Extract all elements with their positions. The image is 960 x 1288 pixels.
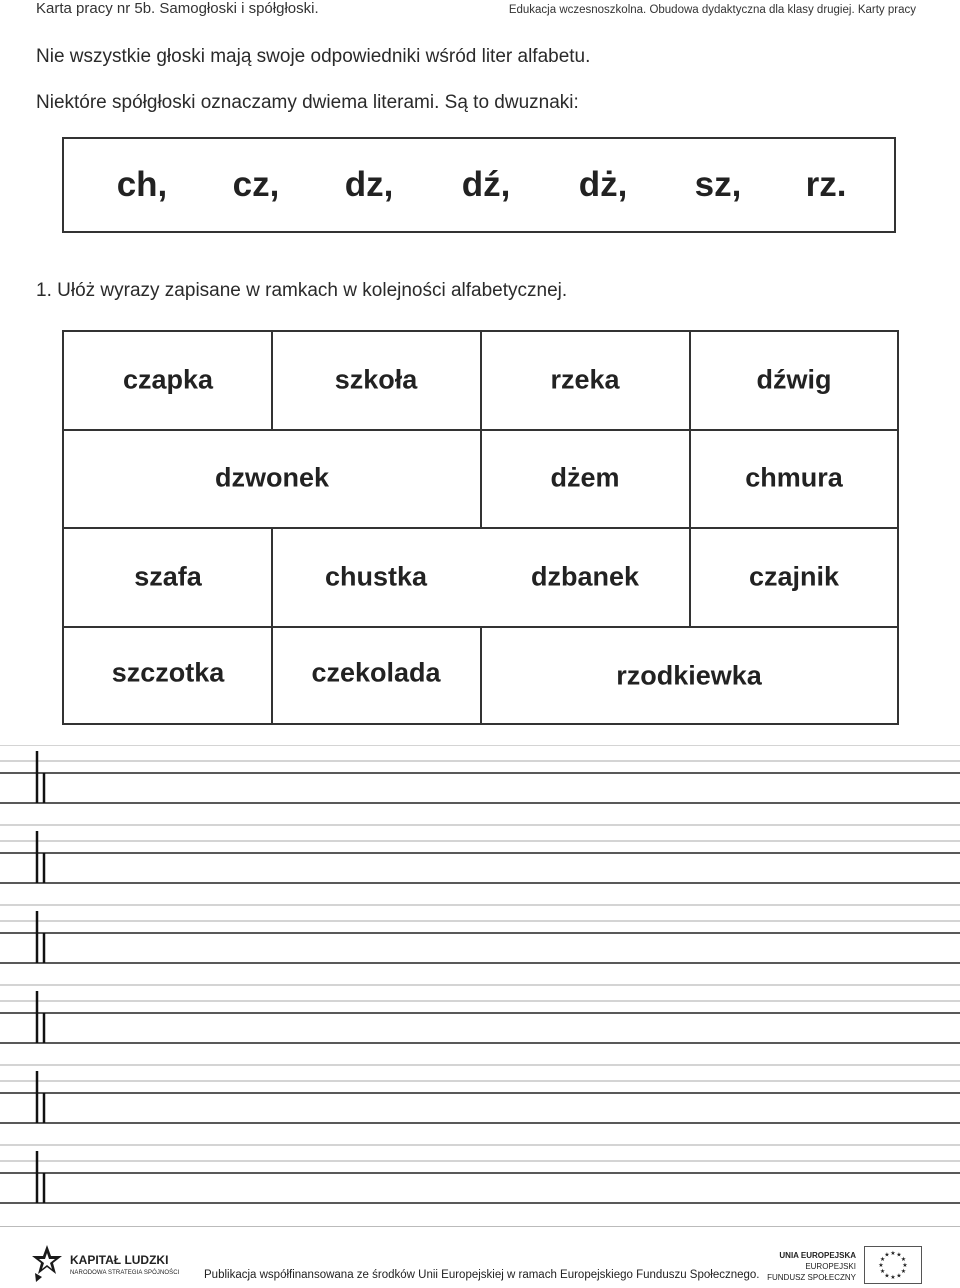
grid-col-divider — [271, 527, 273, 626]
svg-text:★: ★ — [900, 1268, 907, 1275]
kl-logo-title: KAPITAŁ LUDZKI — [70, 1253, 169, 1267]
grid-col-divider — [271, 332, 273, 429]
intro-line-1: Nie wszystkie głoski mają swoje odpowiedniki wśród liter alfabetu. — [36, 46, 591, 67]
series-title: Edukacja wczesnoszkolna. Obudowa dydaktyczna dla klasy drugiej. Karty pracy — [508, 4, 916, 16]
word-cell: dzbanek — [530, 561, 640, 592]
handwriting-lines — [0, 745, 960, 1215]
grid-row-divider — [64, 527, 897, 529]
task-instruction: 1. Ułóż wyrazy zapisane w ramkach w kolejności alfabetycznej. — [36, 280, 568, 301]
intro-line-2: Niektóre spółgłoski oznaczamy dwiema literami. Są to dwuznaki: — [36, 92, 579, 113]
svg-text:★: ★ — [879, 1268, 886, 1275]
word-cell: rzeka — [550, 364, 620, 395]
grid-col-divider — [480, 626, 482, 725]
word-cell: dzwonek — [214, 462, 330, 493]
svg-text:★: ★ — [900, 1256, 907, 1263]
word-cell: rzodkiewka — [616, 660, 762, 691]
worksheet-title: Karta pracy nr 5b. Samogłoski i spółgłoski. — [36, 0, 319, 17]
kl-logo-subtitle: NARODOWA STRATEGIA SPÓJNOŚCI — [70, 1270, 180, 1276]
digraph-dzi: dź, — [461, 165, 511, 204]
eu-label-line-1: UNIA EUROPEJSKA — [779, 1251, 856, 1260]
digraph-box — [62, 137, 896, 233]
digraph-dz: dz, — [344, 165, 394, 204]
grid-col-divider — [271, 626, 273, 725]
svg-text:★: ★ — [878, 1262, 884, 1269]
svg-text:★: ★ — [902, 1262, 908, 1269]
eu-stars-icon — [865, 1247, 921, 1283]
eu-fund-label — [767, 1250, 856, 1283]
footer-divider — [0, 1226, 960, 1227]
word-cell: szafa — [134, 561, 202, 592]
digraph-ch: ch, — [116, 165, 168, 204]
svg-text:★: ★ — [896, 1272, 902, 1280]
word-cell: chustka — [324, 561, 428, 592]
svg-text:★: ★ — [884, 1272, 890, 1280]
svg-text:★: ★ — [890, 1250, 896, 1257]
digraph-cz: cz, — [232, 165, 280, 204]
digraph-sz: sz, — [694, 165, 742, 204]
word-cell: szczotka — [111, 657, 225, 688]
word-cell: czekolada — [311, 657, 441, 688]
grid-col-divider — [689, 429, 691, 527]
word-cell: dźwig — [756, 364, 832, 395]
svg-text:★: ★ — [896, 1251, 902, 1259]
kapital-ludzki-logo-icon — [30, 1243, 64, 1283]
svg-text:★: ★ — [879, 1256, 886, 1263]
grid-col-divider — [689, 332, 691, 429]
eu-label-line-2: EUROPEJSKI — [805, 1262, 856, 1271]
word-cell: dżem — [550, 462, 620, 493]
grid-col-divider — [480, 332, 482, 429]
grid-col-divider — [480, 429, 482, 527]
digraph-dzh: dż, — [578, 165, 628, 204]
funding-note: Publikacja współfinansowana ze środków Unii Europejskiej w ramach Europejskiego Funduszu Społecznego. — [204, 1269, 760, 1281]
grid-col-divider — [689, 527, 691, 626]
word-cell: czapka — [122, 364, 214, 395]
svg-text:★: ★ — [890, 1274, 896, 1281]
word-cell: czajnik — [748, 561, 840, 592]
word-cell: szkoła — [334, 364, 418, 395]
eu-label-line-3: FUNDUSZ SPOŁECZNY — [767, 1273, 856, 1282]
word-cell: chmura — [745, 462, 843, 493]
svg-text:★: ★ — [884, 1251, 890, 1259]
eu-flag-icon — [864, 1246, 922, 1284]
word-grid — [62, 330, 899, 725]
digraph-rz: rz. — [805, 165, 847, 204]
